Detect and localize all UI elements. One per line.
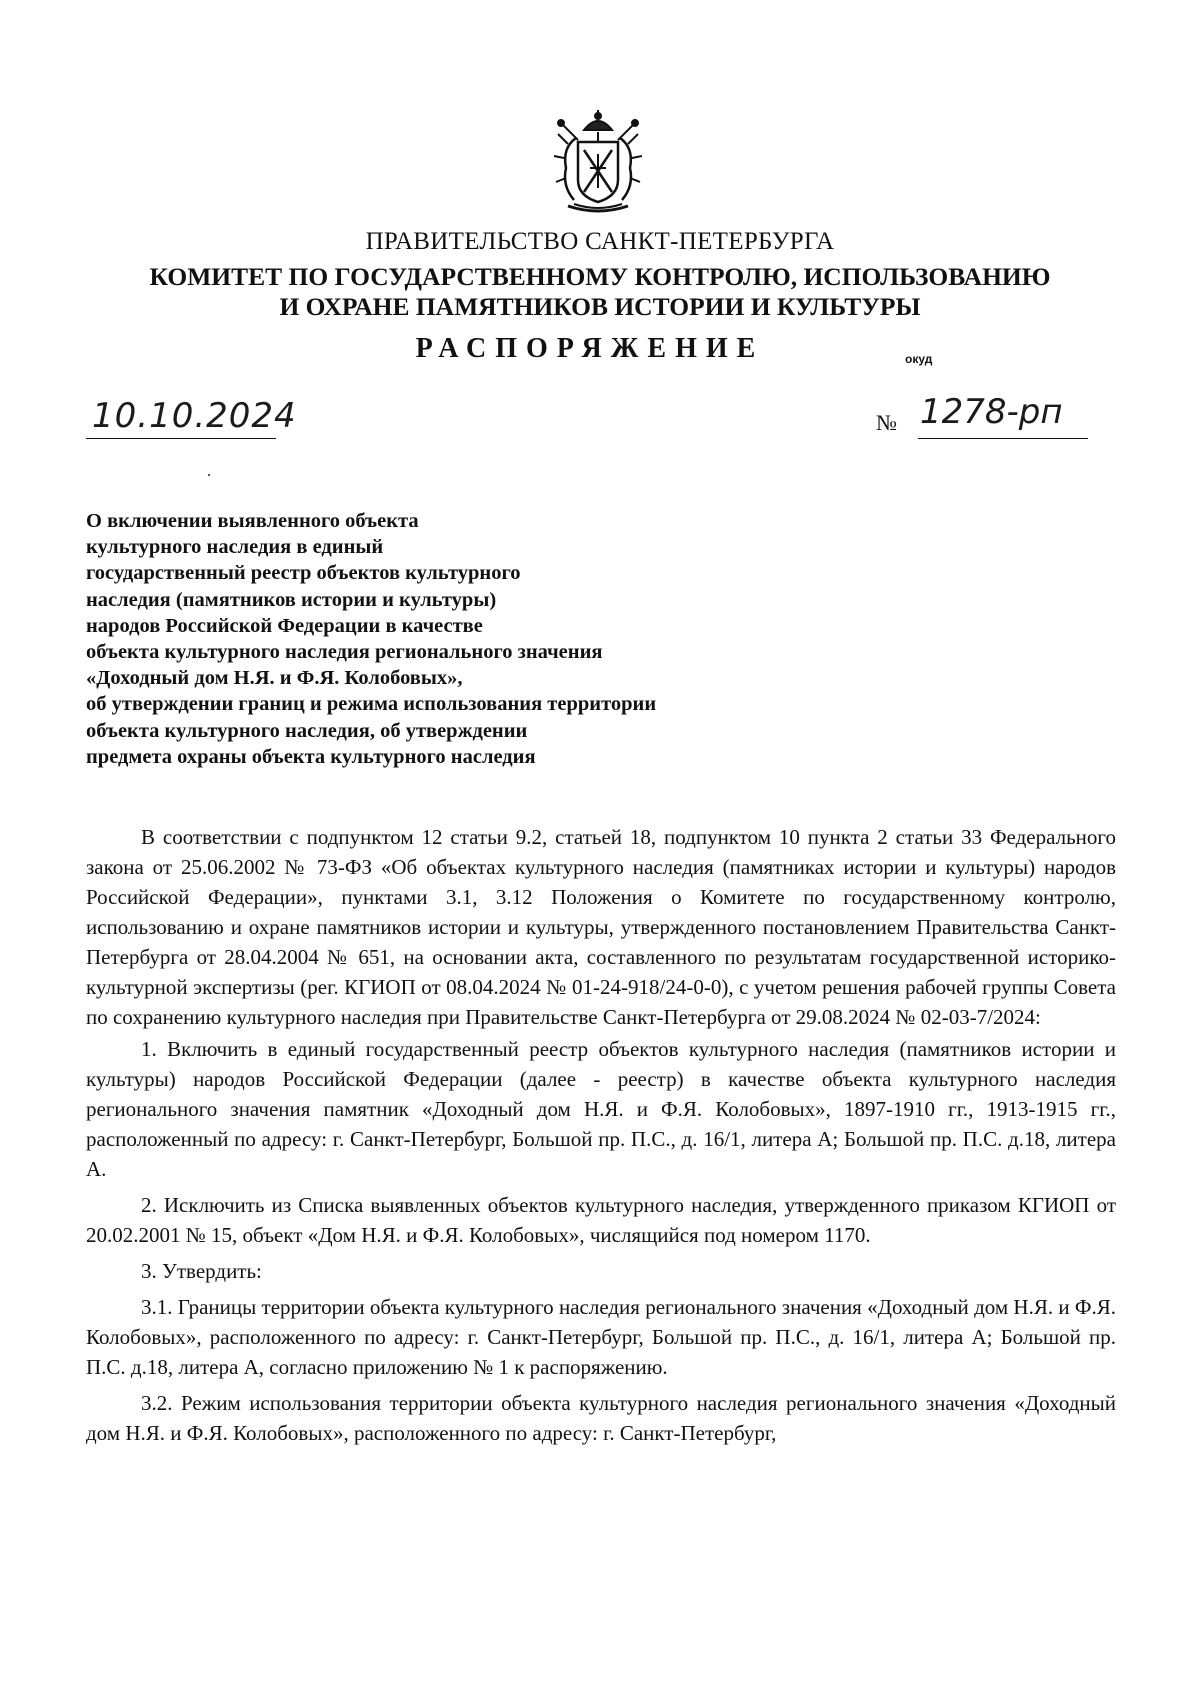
committee-line-2: И ОХРАНЕ ПАМЯТНИКОВ ИСТОРИИ И КУЛЬТУРЫ (279, 292, 921, 321)
date-underline (86, 438, 276, 439)
government-name: ПРАВИТЕЛЬСТВО САНКТ-ПЕТЕРБУРГА (365, 228, 835, 255)
item-2-paragraph: 2. Исключить из Списка выявленных объектов культурного наследия, утвержденного приказом КГИОП от 20.02.2001 № 15, объект «Дом Н.Я. и Ф.Я. Колобовых», числящийся под номером 1170. (86, 1193, 1116, 1247)
subject-line: наследия (памятников истории и культуры) (86, 588, 497, 611)
item-1-paragraph: 1. Включить в единый государственный реестр объектов культурного наследия (памятников истории и культуры) народов Российской Федерации (далее - реестр) в качестве объекта культурного наследия регионального значения памятник «Доходный дом Н.Я. и Ф.Я. Колобовых», 1897-1910 гг., 1913-1915 гг., расположенный по адресу: г. Санкт-Петербург, Большой пр. П.С., д. 16/1, литера А; Большой пр. П.С. д.18, литера А. (86, 1037, 1116, 1181)
subject-line: О включении выявленного объекта (86, 510, 419, 532)
subject-line: объекта культурного наследия регионального значения (86, 641, 603, 664)
subject-line: культурного наследия в единый (86, 536, 384, 559)
item-3-1-paragraph: 3.1. Границы территории объекта культурного наследия регионального значения «Доходный дом Н.Я. и Ф.Я. Колобовых», расположенного по адресу: г. Санкт-Петербург, Большой пр. П.С., д. 16/1, литера А; Большой пр. П.С. д.18, литера А, согласно приложению № 1 к распоряжению. (86, 1295, 1116, 1379)
scan-dot (208, 474, 210, 476)
document-date: 10.10.2024 (92, 396, 297, 436)
item-3-paragraph: 3. Утвердить: (141, 1259, 262, 1283)
subject-line: предмета охраны объекта культурного наследия (86, 745, 536, 768)
number-label: № (876, 410, 897, 435)
preamble-paragraph: В соответствии с подпунктом 12 статьи 9.2, статьей 18, подпунктом 10 пункта 2 статьи 33 Федерального закона от 25.06.2002 № 73-ФЗ «Об объектах культурного наследия (памятниках истории и культуры) народов Российской Федерации», пунктами 3.1, 3.12 Положения о Комитете по государственному контролю, использованию и охране памятников истории и культуры, утвержденного постановлением Правительства Санкт-Петербурга от 28.04.2004 № 651, на основании акта, составленного по результатам государственной историко-культурной экспертизы (рег. КГИОП от 08.04.2024 № 01-24-918/24-0-0), с учетом решения рабочей группы Совета по сохранению культурного наследия при Правительстве Санкт-Петербурга от 29.08.2024 № 02-03-7/2024: (86, 825, 1116, 1029)
document-subject (86, 508, 846, 770)
committee-name (80, 262, 1120, 322)
subject-line: государственный реестр объектов культурного (86, 562, 521, 585)
document-type: РАСПОРЯЖЕНИЕ (415, 333, 765, 364)
document-number: 1278-рп (920, 392, 1063, 432)
subject-line: народов Российской Федерации в качестве (86, 614, 483, 637)
okud-label: окуд (905, 352, 933, 366)
document-body (86, 822, 1116, 1454)
subject-line: об утверждении границ и режима использования территории (86, 693, 657, 716)
coat-of-arms-icon (548, 108, 648, 218)
committee-line-1: КОМИТЕТ ПО ГОСУДАРСТВЕННОМУ КОНТРОЛЮ, ИСПОЛЬЗОВАНИЮ (149, 262, 1051, 291)
subject-line: «Доходный дом Н.Я. и Ф.Я. Колобовых», (86, 667, 463, 690)
item-3-2-paragraph: 3.2. Режим использования территории объекта культурного наследия регионального значения «Доходный дом Н.Я. и Ф.Я. Колобовых», расположенного по адресу: г. Санкт-Петербург, (86, 1391, 1116, 1445)
number-underline (918, 438, 1088, 439)
subject-line: объекта культурного наследия, об утверждении (86, 719, 528, 742)
